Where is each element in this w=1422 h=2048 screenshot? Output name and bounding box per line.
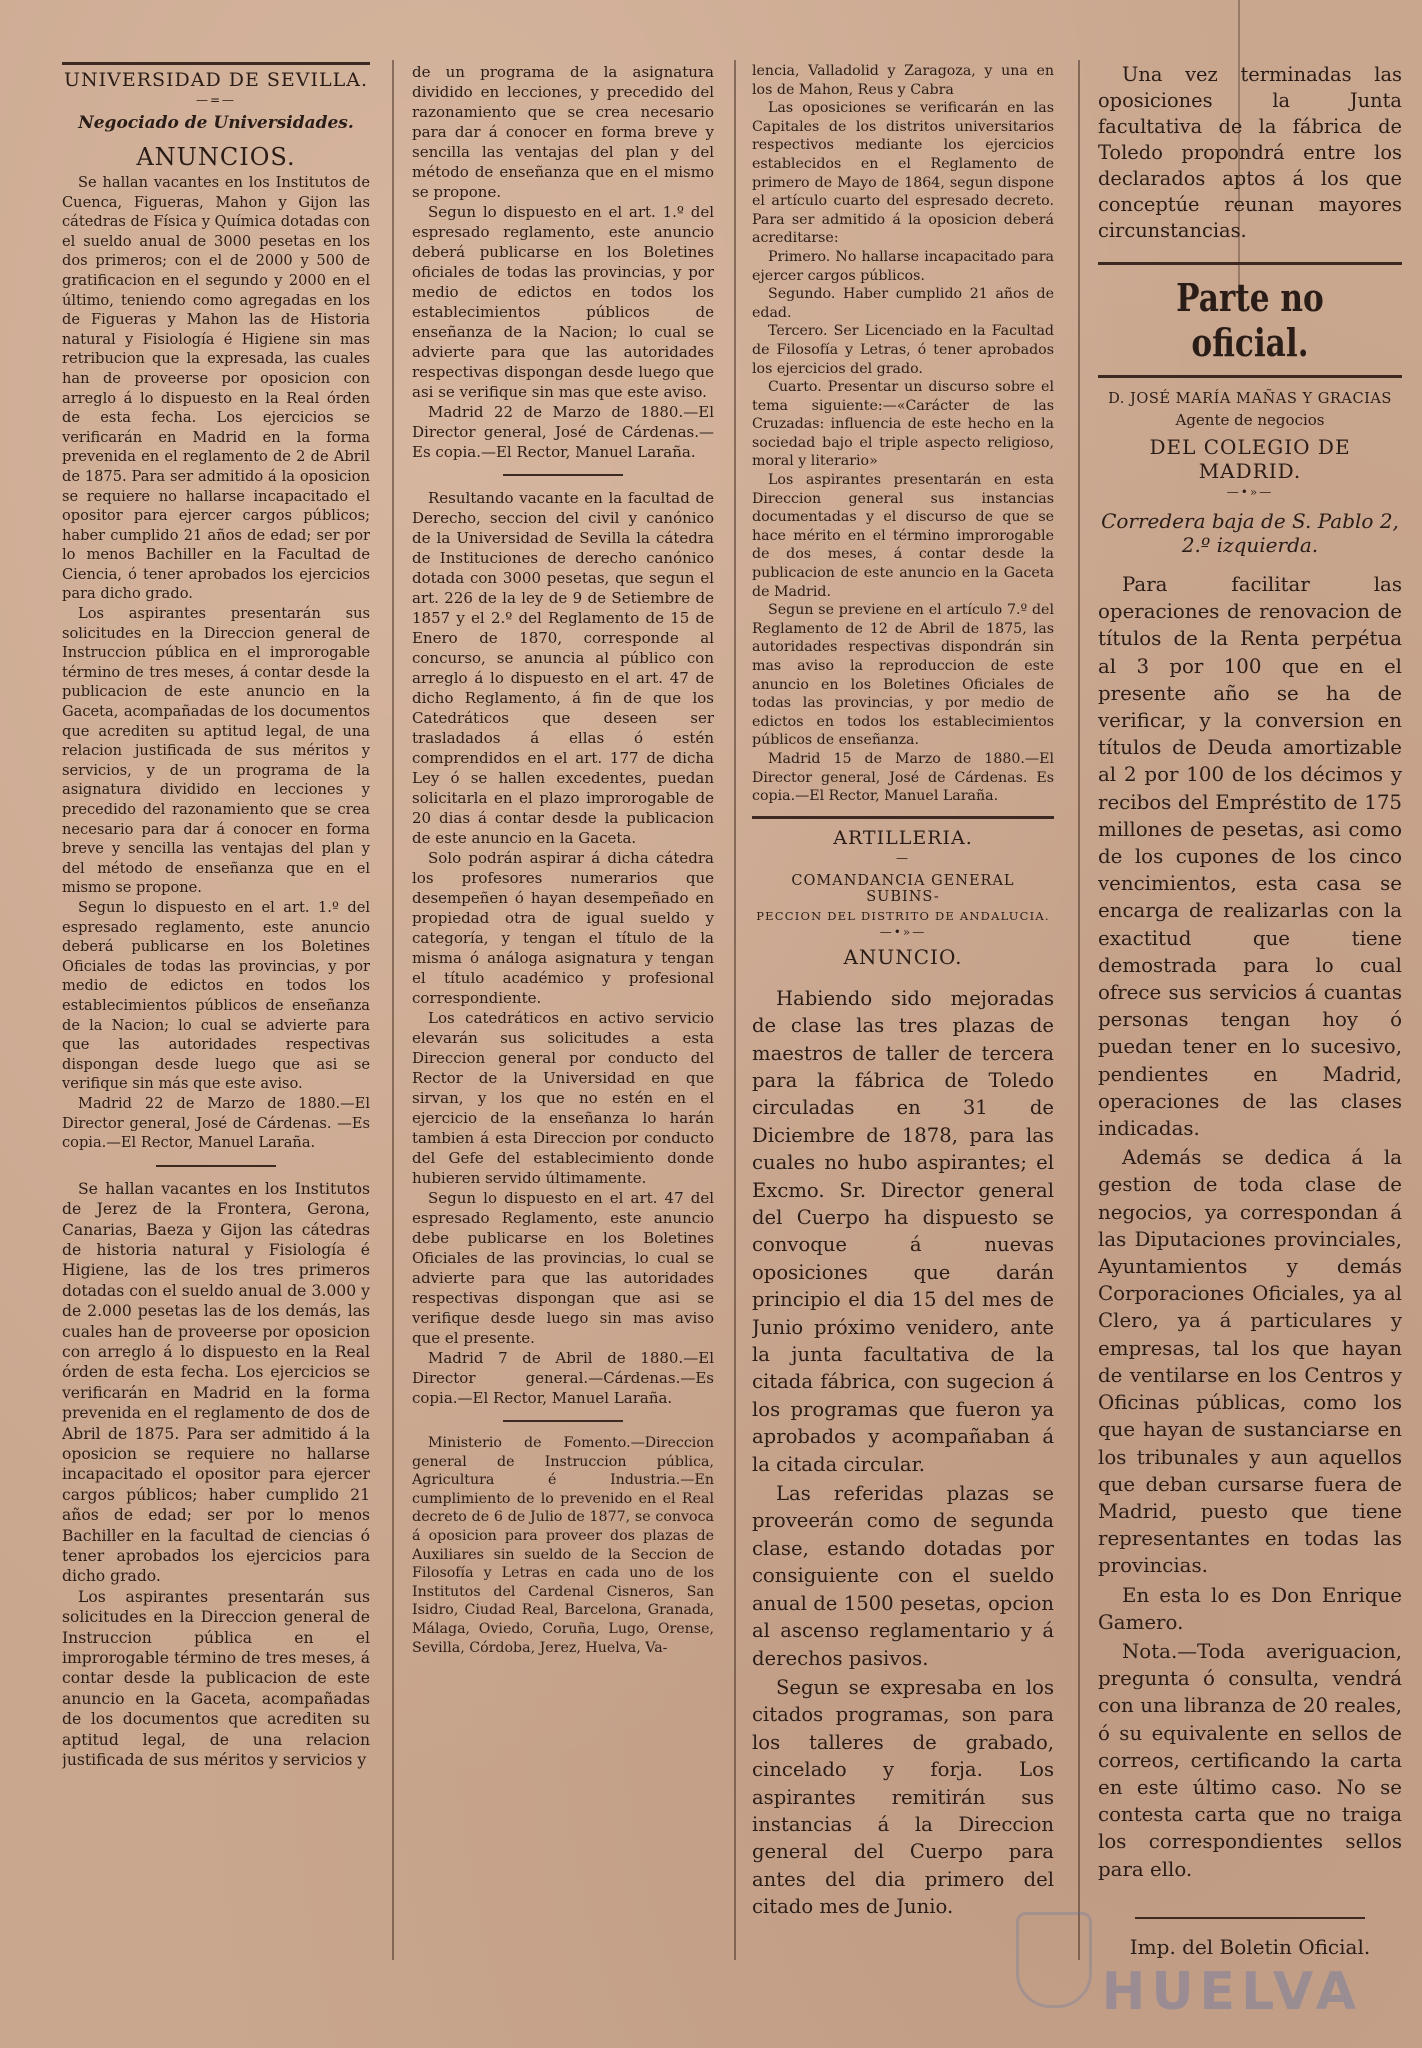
column-rule (1078, 60, 1080, 1960)
top-rule (62, 62, 370, 65)
huelva-watermark: HUELVA (1101, 1962, 1362, 2022)
signature: Madrid 22 de Marzo de 1880.—El Director general, José de Cárdenas. —Es copia.—El Rector, Manuel Laraña. (62, 1094, 370, 1152)
paragraph: Tercero. Ser Licenciado en la Facultad de Filosofía y Letras, ó tener aprobados los ejercicios del grado. (752, 323, 1054, 377)
paragraph: Cuarto. Presentar un discurso sobre el tema siguiente:—«Carácter de las Cruzadas: influencia de este hecho en la sociedad bajo el triple aspecto religioso, moral y literario» (752, 379, 1054, 470)
agent-college: DEL COLEGIO DE MADRID. (1149, 435, 1351, 483)
paragraph: Los aspirantes presentarán sus solicitudes en la Direccion general de Instruccion pública en el improrogable término de tres meses, á contar desde la publicacion de este anuncio en la Gaceta, acompañadas de los documentos que acrediten su aptitud legal, de una relacion justificada de sus méritos y servicios, y de un programa de la asignatura dividido en lecciones y precedido del razonamiento que se crea necesario para dar á conocer en forma breve y sencilla las ventajas del plan y del método de enseñanza que en el mismo se propone. (62, 605, 370, 897)
column-3 (752, 62, 1054, 2042)
comandancia-heading: COMANDANCIA GENERAL SUBINS- (791, 872, 1015, 905)
signature: Madrid 7 de Abril de 1880.—El Director general.—Cárdenas.—Es copia.—El Rector, Manuel Laraña. (412, 1349, 714, 1407)
column-2 (412, 62, 714, 2042)
paragraph: Resultando vacante en la facultad de Derecho, seccion del civil y canónico de la Universidad de Sevilla la cátedra de Instituciones de derecho canónico dotada con 3000 pesetas, que segun el art. 226 de la ley de 9 de Setiembre de 1857 y el 2.º del Reglamento de 15 de Enero de 1870, corresponde al concurso, se anuncia al público con arreglo á lo dispuesto en el art. 47 de dicho Reglamento, á fin de que los Catedráticos que deseen ser trasladados á ellas ó estén comprendidos en el art. 177 de dicha Ley ó se hallen excedentes, puedan solicitarla en el plazo improrogable de 20 dias á contar desde la publicacion de este anuncio en la Gaceta. (412, 489, 714, 847)
paragraph: Se hallan vacantes en los Institutos de Jerez de la Frontera, Gerona, Canarias, Baeza y Gijon las cátedras de historia natural y Fisiología é Higiene, las de los tres primeros dotadas con el sueldo anual de 3.000 y de 2.000 pesetas las de los demás, las cuales han de proveerse por oposicion con arreglo á lo dispuesto en la Real órden de esta fecha. Los ejercicios se verificarán en Madrid en la forma prevenida en el reglamento de dos de Abril de 1875. Para ser admitido á la oposicion se requiere no hallarse incapacitado el opositor para ejercer cargos públicos; haber cumplido 21 años de edad; ser por lo menos Bachiller en la facultad de ciencias ó tener aprobados los ejercicios para dicho grado. (62, 1179, 370, 1586)
article-artilleria-end (1098, 62, 1402, 244)
article-continued (412, 62, 714, 462)
university-header: UNIVERSIDAD DE SEVILLA. (63, 69, 369, 91)
ornament: —•»— (1226, 485, 1274, 499)
agent-address (1098, 509, 1402, 557)
paragraph: Segun se previene en el artículo 7.º del Reglamento de 12 de Abril de 1875, las autoridades respectivas dispondrán sin mas aviso la reproduccion de este anuncio en los Boletines Oficiales de todas las provincias, y por medio de edictos en todos los establecimientos públicos de enseñanza. (752, 602, 1054, 749)
anuncios-heading: ANUNCIOS. (136, 143, 296, 171)
article-agent (1098, 571, 1402, 1883)
divider (1135, 1917, 1365, 1919)
paragraph: Los aspirantes presentarán en esta Direccion general sus instancias documentadas y el discurso de que se hace mérito en el término improrogable de dos meses, á contar desde la publicacion de este anuncio en la Gaceta de Madrid. (752, 472, 1054, 600)
paragraph: de un programa de la asignatura dividido en lecciones, y precedido del razonamiento que se crea necesario para dar á conocer en forma breve y sencilla las ventajas del plan y del método de enseñanza que en el mismo se propone. (412, 63, 714, 201)
artilleria-heading: ARTILLERIA. (833, 826, 973, 849)
paragraph: Ministerio de Fomento.—Direccion general de Instruccion pública, Agricultura é Industria.—En cumplimiento de lo prevenido en el Real decreto de 6 de Julio de 1877, se convoca á oposicion para proveer dos plazas de Auxiliares sin sueldo de la Seccion de Filosofía y Letras en cada uno de los Institutos del Cardenal Cisneros, San Isidro, Ciudad Real, Barcelona, Granada, Málaga, Oviedo, Coruña, Lugo, Orense, Sevilla, Córdoba, Jerez, Huelva, Va- (412, 1435, 714, 1656)
paragraph: lencia, Valladolid y Zaragoza, y una en los de Mahon, Reus y Cabra (752, 63, 1054, 98)
column-4 (1098, 62, 1402, 2042)
address-line: Corredera baja de S. Pablo 2, (1101, 509, 1399, 533)
ornament: —=— (195, 93, 237, 107)
article-physics-chemistry (62, 173, 370, 1153)
paragraph: Primero. No hallarse incapacitado para ejercer cargos públicos. (752, 248, 1054, 284)
paragraph: Las referidas plazas se proveerán como de segunda clase, estando dotadas por consiguiente con el sueldo anual de 1500 pesetas, opcion al ascenso reglamentario y á derechos pasivos. (752, 1482, 1054, 1670)
paragraph: Una vez terminadas las oposiciones la Junta facultativa de la fábrica de Toledo propondrá entre los declarados aptos á los que conceptúe reunan mayores circunstancias. (1098, 63, 1402, 242)
anuncio-heading: ANUNCIO. (843, 944, 963, 969)
paragraph: Habiendo sido mejoradas de clase las tres plazas de maestros de taller de tercera para la fábrica de Toledo circuladas en 31 de Diciembre de 1878, para las cuales no hubo aspirantes; el Excmo. Sr. Director general del Cuerpo ha dispuesto se convoque á nuevas oposiciones que darán principio el dia 15 del mes de Junio próximo venidero, ante la junta facultativa de la citada fábrica, con sugecion á los programas que fueron ya aprobados y acompañaban á la citada circular. (752, 986, 1054, 1476)
paragraph: Los catedráticos en activo servicio elevarán sus solicitudes a esta Direccion general por conducto del Rector de la Universidad en que sirvan, y los que no estén en el ejercicio de la enseñanza lo harán tambien á esta Direccion por conducto del Gefe del establecimiento donde hubieren servido últimamente. (412, 1009, 714, 1187)
paragraph: Las oposiciones se verificarán en las Capitales de los distritos universitarios respectivos mediante los ejercicios establecidos en el Reglamento de primero de Mayo de 1864, segun dispone el artículo cuarto del espresado decreto. Para ser admitido á la oposicion deberá acreditarse: (752, 100, 1054, 247)
paragraph: Nota.—Toda averiguacion, pregunta ó consulta, vendrá con una libranza de 20 reales, ó su equivalente en sellos de correos, certificando la carta en este último caso. No se contesta carta que no traiga los correspondientes sellos para ello. (1098, 1639, 1402, 1881)
paragraph: Segun lo dispuesto en el art. 47 del espresado Reglamento, este anuncio debe publicarse en los Boletines Oficiales de las provincias, lo cual se advierte para que las autoridades respectivas dispongan que asi se verifique desde luego sin mas aviso que el presente. (412, 1189, 714, 1347)
column-rule (734, 60, 736, 1960)
article-fomento-continued (752, 62, 1054, 806)
divider (156, 1165, 276, 1167)
divider (503, 474, 623, 476)
paragraph: Segun lo dispuesto en el art. 1.º del espresado reglamento, este anuncio deberá publicarse en los Boletines oficiales de todas las provincias, y por medio de edictos en todos los establecimientos públicos de enseñanza de la Nacion; lo cual se advierte para que las autoridades respectivas dispongan desde luego que asi se verifique sin mas que este aviso. (412, 203, 714, 401)
paragraph: Segun lo dispuesto en el art. 1.º del espresado reglamento, este anuncio deberá publicarse en los Boletines Oficiales de todas las provincias, y por medio de edictos en todos los establecimientos públicos de enseñanza de la Nacion; lo cual se advierte para que las autoridades respectivas dispongan desde luego que asi se verifique sin más que este aviso. (62, 898, 370, 1093)
divider (503, 1420, 623, 1422)
negociado-subtitle: Negociado de Universidades. (78, 113, 354, 133)
paragraph: Los aspirantes presentarán sus solicitudes en la Direccion general de Instruccion pública en el improrogable término de tres meses, á contar desde la publicacion de este anuncio en la Gaceta, acompañadas de los documentos que acrediten su aptitud legal, de una relacion justificada de sus méritos y servicios y (62, 1587, 370, 1770)
signature: Madrid 22 de Marzo de 1880.—El Director general, José de Cárdenas.—Es copia.—El Rector, Manuel Laraña. (412, 403, 714, 461)
paragraph: Segun se expresaba en los citados programas, son para los talleres de grabado, cincelado y forja. Los aspirantes remitirán sus instancias á la Direccion general del Cuerpo para antes del dia primero del citado mes de Junio. (752, 1675, 1054, 1919)
article-artilleria (752, 985, 1054, 1921)
comandancia-subheading: PECCION DEL DISTRITO DE ANDALUCIA. (756, 908, 1050, 923)
article-canon-law (412, 488, 714, 1408)
section-rule (1098, 375, 1402, 378)
article-fomento (412, 1434, 714, 1657)
paragraph: Para facilitar las operaciones de renovacion de títulos de la Renta perpétua al 3 por 100 que en el presente año se ha de verificar, y la conversion en títulos de Deuda amortizable al 2 por 100 de los décimos y recibos del Empréstito de 175 millones de pesetas, asi como de los cupones de los cinco vencimientos, esta casa se encarga de realizarlas con la exactitud que tiene demostrada para lo cual ofrece sus servicios á cuantas personas tengan hoy ó puedan tener en lo sucesivo, pendientes en Madrid, operaciones de las clases indicadas. (1098, 573, 1402, 1141)
column-rule (392, 60, 394, 1960)
paragraph: Además se dedica á la gestion de toda clase de negocios, ya correspondan á las Diputaciones provinciales, Ayuntamientos y demás Corporaciones Oficiales, ya al Clero, ya á particulares y empresas, tal los que hayan de ventilarse en los Centros y Oficinas públicas, como los que hayan de sustanciarse en los tribunales y aun aquellos que deban cursarse fuera de Madrid, puesto que tiene representantes en todas las provincias. (1098, 1146, 1402, 1578)
agent-role: Agente de negocios (1175, 411, 1325, 429)
paragraph: Se hallan vacantes en los Institutos de Cuenca, Figueras, Mahon y Gijon las cátedras de Física y Química dotadas con el sueldo anual de 3000 pesetas en los dos primeros; con el de 2000 y 500 de gratificacion en el segundo y 2000 en el último, teniendo como agregadas en los de Figueras y Mahon las de Historia natural y Fisiología é Higiene sin mas retribucion que la expresada, las cuales han de proveerse por oposicion con arreglo á lo dispuesto en la Real órden de esta fecha. Los ejercicios se verificarán en Madrid en la forma prevenida en el reglamento de 2 de Abril de 1875. Para ser admitido á la oposicion se requiere no hallarse incapacitado el opositor para ejercer cargos públicos; haber cumplido 21 años de edad; ser por lo menos Bachiller en la Facultad de Ciencia, ó tener aprobados los ejercicios para dicho grado. (62, 174, 370, 603)
column-1 (62, 62, 370, 2042)
signature: Madrid 15 de Marzo de 1880.—El Director general, José de Cárdenas. Es copia.—El Rector, Manuel Laraña. (752, 750, 1054, 805)
ornament: —•»— (879, 924, 927, 939)
library-emblem-watermark (1016, 1912, 1092, 2008)
section-rule (1098, 262, 1402, 265)
parte-no-oficial-heading: Parte no oficial. (1176, 275, 1324, 365)
paragraph: Solo podrán aspirar á dicha cátedra los profesores numerarios que desempeñen ó hayan desempeñado en propiedad otra de igual sueldo y categoría, y tengan el título de la misma ó análoga asignatura y tengan el título académico y profesional correspondiente. (412, 849, 714, 1007)
address-line: 2.º izquierda. (1181, 533, 1319, 557)
paragraph: Segundo. Haber cumplido 21 años de edad. (752, 286, 1054, 321)
ornament: — (896, 850, 910, 865)
section-rule (752, 816, 1054, 819)
article-natural-history (62, 1179, 370, 1771)
printer-imprint: Imp. del Boletin Oficial. (1129, 1934, 1371, 1959)
paragraph: En esta lo es Don Enrique Gamero. (1098, 1583, 1402, 1634)
agent-name: D. JOSÉ MARÍA MAÑAS Y GRACIAS (1108, 390, 1392, 407)
